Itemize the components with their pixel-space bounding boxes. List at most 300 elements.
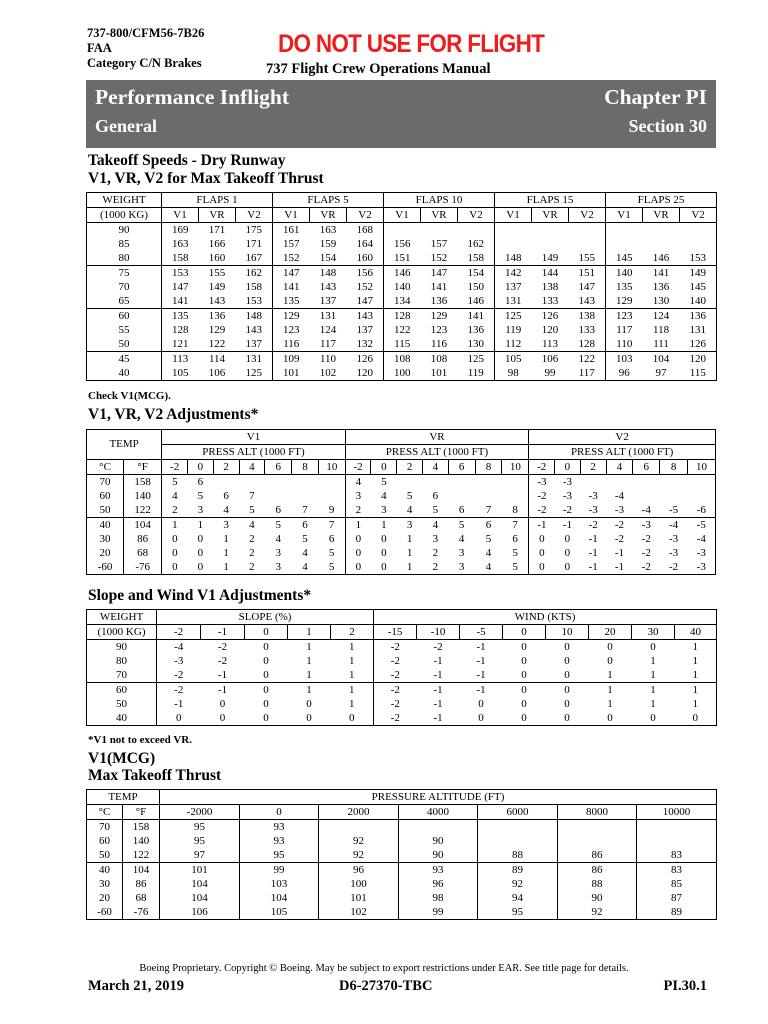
value-cell [643, 237, 680, 251]
wind-value-header: 40 [675, 625, 717, 640]
value-cell [637, 834, 717, 848]
row-label-cell: 70 [87, 668, 157, 683]
value-cell [265, 489, 292, 503]
value-cell: 154 [319, 251, 337, 264]
value-cell: 104 [123, 863, 160, 878]
value-cell: 156 [384, 237, 421, 251]
value-cell: 5 [302, 532, 308, 545]
value-cell: -4 [641, 503, 651, 516]
value-cell [532, 237, 569, 251]
value-cell: -3 [668, 532, 679, 545]
v2-header: V2 [458, 208, 495, 223]
value-cell: 171 [199, 223, 236, 238]
value-cell [265, 475, 292, 490]
value-cell: -3 [562, 489, 572, 502]
flaps-25-header: FLAPS 25 [606, 193, 717, 208]
row-label-cell: 50 [87, 337, 162, 352]
value-cell: 1 [650, 697, 656, 710]
value-cell: 129 [273, 309, 310, 324]
value-cell: 135 [162, 309, 199, 324]
v2-header: V2 [236, 208, 273, 223]
value-cell: 1 [650, 668, 656, 681]
value-cell: 103 [606, 352, 643, 367]
value-cell: 110 [606, 337, 643, 352]
value-cell: 0 [245, 683, 288, 698]
row-label-cell: 80 [87, 251, 162, 266]
value-cell: -2 [417, 640, 460, 655]
value-cell: 0 [546, 683, 589, 698]
value-cell: 0 [306, 697, 312, 710]
value-cell: 102 [319, 905, 399, 920]
flaps-1-header: FLAPS 1 [162, 193, 273, 208]
value-cell: -3 [588, 503, 598, 516]
table-row [87, 309, 717, 324]
value-cell: 163 [310, 223, 347, 238]
value-cell: -1 [460, 683, 503, 698]
value-cell: 0 [564, 654, 570, 667]
value-cell: 106 [160, 905, 240, 920]
value-cell: 2 [162, 503, 188, 518]
value-cell: 1 [406, 532, 413, 545]
value-cell: 101 [160, 863, 240, 878]
value-cell: 149 [208, 280, 226, 293]
value-cell: 3 [448, 560, 475, 575]
value-cell: 105 [240, 905, 319, 920]
slope-value-header: -2 [157, 625, 201, 640]
value-cell: 68 [123, 891, 160, 905]
value-cell: 68 [124, 546, 162, 560]
value-cell: -2 [641, 532, 651, 545]
value-cell: 122 [208, 337, 226, 350]
alt-header: 2 [213, 460, 239, 475]
value-cell: 2 [239, 560, 265, 575]
value-cell: 147 [162, 280, 199, 294]
table-row [87, 905, 717, 920]
manual-title: 737 Flight Crew Operations Manual [266, 61, 491, 77]
value-cell: 129 [208, 323, 226, 336]
value-cell: -4 [157, 640, 201, 655]
row-label-cell: 30 [87, 877, 123, 891]
value-cell: 119 [458, 366, 495, 381]
value-cell: 158 [467, 251, 484, 264]
value-cell: 4 [406, 503, 413, 516]
value-cell: 4 [381, 489, 387, 502]
v1-header: V1 [606, 208, 643, 223]
section-number: Section 30 [628, 116, 707, 136]
value-cell [495, 237, 532, 251]
alt-header: 0 [555, 460, 581, 475]
value-cell: 0 [546, 640, 589, 655]
value-cell: 3 [197, 503, 204, 516]
value-cell: 133 [541, 294, 559, 307]
value-cell: 3 [381, 503, 387, 516]
value-cell: 149 [541, 251, 559, 264]
value-cell: 3 [275, 546, 281, 559]
value-cell: -5 [668, 503, 679, 516]
value-cell: 3 [432, 532, 439, 545]
value-cell: 0 [589, 640, 632, 655]
table-row [87, 475, 716, 490]
row-label-cell: 70 [87, 820, 123, 835]
value-cell: 147 [578, 280, 596, 293]
table-row [87, 518, 716, 533]
value-cell: 122 [124, 503, 162, 518]
alt-header: 10000 [637, 805, 717, 820]
value-cell: 9 [328, 503, 335, 516]
flaps-15-header: FLAPS 15 [495, 193, 606, 208]
row-label-cell: 60 [87, 489, 124, 503]
section-title: General [95, 116, 157, 136]
value-cell [633, 475, 660, 490]
value-cell: 0 [632, 640, 675, 655]
vr-adjust-header: VR [345, 430, 529, 445]
value-cell: 1 [331, 640, 374, 655]
value-cell: 4 [162, 489, 188, 503]
value-cell: 104 [240, 891, 319, 905]
value-cell [384, 223, 421, 238]
value-cell: 0 [162, 560, 188, 575]
value-cell: -5 [687, 518, 715, 533]
value-cell: -3 [668, 546, 679, 559]
value-cell: 121 [162, 337, 199, 352]
value-cell: 136 [199, 309, 236, 324]
value-cell: -1 [529, 518, 555, 533]
value-cell: 108 [384, 352, 421, 367]
value-cell [687, 489, 715, 503]
value-cell: -1 [614, 546, 625, 559]
value-cell: -2 [606, 518, 633, 533]
value-cell: 146 [652, 251, 670, 264]
value-cell: -2 [529, 503, 555, 518]
table-row [87, 323, 717, 337]
value-cell [318, 475, 345, 490]
value-cell: 169 [162, 223, 199, 238]
row-label-cell: 50 [87, 503, 124, 518]
value-cell: 104 [124, 518, 162, 533]
value-cell: 116 [430, 337, 448, 350]
v1-adjust-header: V1 [162, 430, 345, 445]
copyright-notice: Boeing Proprietary. Copyright © Boeing. May be subject to export restrictions under EAR. See title page for details. [139, 963, 629, 974]
value-cell [239, 475, 265, 490]
wind-value-header: 30 [632, 625, 675, 640]
value-cell: -6 [687, 503, 715, 518]
value-cell: 1 [188, 518, 214, 533]
fahrenheit-header: °F [123, 805, 160, 820]
table-row [87, 820, 717, 835]
value-cell: 153 [245, 294, 262, 307]
value-cell: 1 [331, 683, 374, 698]
value-cell: 167 [245, 251, 262, 264]
value-cell: 137 [245, 337, 262, 350]
value-cell: 122 [123, 848, 160, 863]
value-cell: 158 [162, 251, 199, 266]
value-cell [637, 820, 717, 835]
alt-header: 6000 [478, 805, 558, 820]
value-cell: 108 [421, 352, 458, 367]
weight-header: WEIGHT [87, 610, 157, 625]
value-cell [292, 489, 319, 503]
do-not-use-stamp: DO NOT USE FOR FLIGHT [278, 30, 545, 58]
weight-header: WEIGHT [87, 193, 162, 208]
row-label-cell: 55 [87, 323, 162, 337]
row-label-cell: 50 [87, 697, 157, 711]
value-cell: 104 [160, 891, 240, 905]
value-cell: 0 [503, 683, 546, 698]
press-alt-header: PRESS ALT (1000 FT) [345, 445, 529, 460]
value-cell: 105 [495, 352, 532, 367]
value-cell: -1 [433, 654, 443, 667]
value-cell: 6 [328, 532, 335, 545]
value-cell: 137 [495, 280, 532, 294]
value-cell: 156 [347, 266, 384, 281]
v1-header: V1 [495, 208, 532, 223]
value-cell: 1 [288, 640, 331, 655]
value-cell: 1 [675, 640, 717, 655]
value-cell: 0 [529, 532, 555, 546]
value-cell: 6 [275, 503, 281, 516]
value-cell: 94 [478, 891, 558, 905]
value-cell: 0 [632, 711, 675, 726]
value-cell: 104 [643, 352, 680, 367]
value-cell: 164 [356, 237, 373, 250]
value-cell: 106 [199, 366, 236, 381]
value-cell: 90 [399, 834, 478, 848]
value-cell: 92 [558, 905, 637, 920]
v1mcg-subtitle: Max Takeoff Thrust [88, 767, 222, 784]
value-cell: 0 [245, 640, 288, 655]
value-cell: 143 [208, 294, 226, 307]
document-number: D6-27370-TBC [339, 978, 433, 994]
value-cell: 96 [319, 863, 399, 878]
alt-header: 6 [448, 460, 475, 475]
value-cell: 83 [637, 848, 717, 863]
value-cell: 109 [273, 352, 310, 367]
table-row [87, 654, 717, 668]
value-cell [633, 489, 660, 503]
row-label-cell: -60 [87, 560, 124, 575]
value-cell: 126 [347, 352, 384, 367]
value-cell: 0 [219, 697, 226, 710]
value-cell: 126 [680, 337, 717, 352]
value-cell: 1 [345, 518, 371, 533]
row-label-cell: 30 [87, 532, 124, 546]
value-cell: -2 [374, 683, 417, 698]
value-cell: -4 [660, 518, 688, 533]
value-cell: 93 [240, 834, 319, 848]
value-cell: 3 [213, 518, 239, 533]
value-cell: 86 [124, 532, 162, 546]
value-cell: 0 [157, 711, 201, 726]
value-cell: 4 [345, 475, 371, 490]
value-cell: 1 [397, 560, 423, 575]
value-cell: 1 [288, 683, 331, 698]
value-cell: 86 [123, 877, 160, 891]
value-cell: 0 [381, 546, 387, 559]
alt-header: 8 [475, 460, 502, 475]
value-cell: 147 [356, 294, 373, 307]
wind-value-header: -5 [460, 625, 503, 640]
value-cell: 4 [292, 560, 319, 575]
value-cell: -2 [217, 654, 228, 667]
value-cell [606, 223, 643, 238]
row-label-cell: 65 [87, 294, 162, 309]
value-cell: 142 [495, 266, 532, 281]
value-cell: 0 [564, 546, 571, 559]
wind-header: WIND (KTS) [374, 610, 717, 625]
table-row [87, 223, 717, 238]
value-cell [606, 475, 633, 490]
v1mcg-table [86, 789, 717, 920]
value-cell: -3 [614, 503, 625, 516]
value-cell: 159 [319, 237, 337, 250]
value-cell: 140 [606, 266, 643, 281]
brake-category: Category C/N Brakes [87, 56, 202, 70]
value-cell: 0 [245, 711, 288, 726]
value-cell: 110 [310, 352, 347, 367]
value-cell: 137 [356, 323, 373, 336]
table-row [87, 294, 717, 309]
alt-header: -2 [345, 460, 371, 475]
value-cell: 96 [606, 366, 643, 381]
weight-unit-header: (1000 KG) [87, 208, 162, 223]
value-cell: 125 [236, 366, 273, 381]
value-cell: 166 [208, 237, 226, 250]
value-cell: 124 [319, 323, 337, 336]
flaps-5-header: FLAPS 5 [273, 193, 384, 208]
value-cell: 152 [356, 280, 373, 293]
value-cell: 128 [578, 337, 596, 350]
table-row [87, 352, 717, 367]
value-cell: 157 [273, 237, 310, 251]
table-row [87, 280, 717, 294]
value-cell: 1 [349, 697, 355, 710]
value-cell: 6 [292, 518, 319, 533]
value-cell [478, 834, 558, 848]
row-label-cell: 50 [87, 848, 123, 863]
value-cell: 97 [643, 366, 680, 381]
alt-header: 8000 [558, 805, 637, 820]
value-cell [569, 223, 606, 238]
value-cell: 126 [532, 309, 569, 324]
value-cell: 99 [240, 863, 319, 878]
value-cell: 0 [201, 711, 245, 726]
value-cell: 93 [240, 820, 319, 835]
value-cell: 140 [680, 294, 717, 309]
value-cell [558, 820, 637, 835]
value-cell: 147 [273, 266, 310, 281]
value-cell: -3 [157, 654, 201, 668]
weight-unit-header: (1000 KG) [87, 625, 157, 640]
row-label-cell: 40 [87, 711, 157, 726]
value-cell: 138 [569, 309, 606, 324]
value-cell [448, 475, 475, 490]
row-label-cell: 60 [87, 834, 123, 848]
value-cell: -2 [374, 640, 417, 655]
value-cell: 160 [356, 251, 373, 264]
value-cell: 143 [319, 280, 337, 293]
value-cell: 1 [589, 683, 632, 698]
value-cell [687, 475, 715, 490]
vr-header: VR [643, 208, 680, 223]
value-cell: 89 [637, 905, 717, 920]
value-cell: -2 [374, 711, 417, 726]
alt-header: 10 [502, 460, 529, 475]
value-cell: 117 [606, 323, 643, 337]
value-cell: 1 [213, 560, 239, 575]
value-cell: 120 [680, 352, 717, 367]
value-cell: 151 [384, 251, 421, 266]
temp-header: TEMP [87, 430, 162, 460]
value-cell: 118 [652, 323, 670, 336]
table-row [87, 532, 716, 546]
value-cell [643, 223, 680, 238]
value-cell: 162 [236, 266, 273, 281]
value-cell: 0 [371, 560, 397, 575]
value-cell: 111 [653, 337, 669, 350]
takeoff-speeds-table [86, 192, 717, 381]
alt-header: 10 [687, 460, 715, 475]
chapter-number: Chapter PI [604, 85, 707, 109]
value-cell: 113 [162, 352, 199, 367]
table-row [87, 891, 717, 905]
value-cell: 2 [432, 546, 439, 559]
value-cell: -2 [529, 489, 555, 503]
value-cell: 88 [558, 877, 637, 891]
adjustments-title: V1, VR, V2 Adjustments* [88, 406, 259, 423]
value-cell: -2 [374, 668, 417, 683]
value-cell [495, 223, 532, 238]
table-row [87, 251, 717, 266]
value-cell: 0 [564, 697, 570, 710]
slope-header: SLOPE (%) [157, 610, 374, 625]
value-cell: 150 [467, 280, 484, 293]
value-cell: -76 [124, 560, 162, 575]
value-cell: 4 [458, 532, 465, 545]
value-cell: 85 [637, 877, 717, 891]
value-cell: -2 [374, 654, 417, 668]
value-cell: 2 [345, 503, 371, 518]
wind-value-header: 10 [546, 625, 589, 640]
value-cell: -2 [614, 532, 625, 545]
alt-header: 6 [633, 460, 660, 475]
slope-wind-table [86, 609, 717, 726]
value-cell: 113 [541, 337, 559, 350]
slope-value-header: -1 [201, 625, 245, 640]
table-row [87, 683, 717, 698]
value-cell: 89 [478, 863, 558, 878]
value-cell: -1 [157, 697, 201, 711]
value-cell: 5 [432, 503, 439, 516]
value-cell: 119 [495, 323, 532, 337]
alt-header: 2000 [319, 805, 399, 820]
alt-header: 4 [423, 460, 449, 475]
value-cell: 5 [328, 546, 335, 559]
value-cell: 153 [680, 251, 717, 266]
value-cell: -3 [555, 475, 581, 490]
table-row [87, 697, 717, 711]
table-row [87, 489, 716, 503]
value-cell: 130 [467, 337, 484, 350]
vr-header: VR [199, 208, 236, 223]
value-cell: -1 [476, 668, 486, 681]
value-cell: 130 [652, 294, 670, 307]
value-cell: 3 [345, 489, 371, 503]
value-cell [423, 475, 449, 490]
value-cell: 131 [680, 323, 717, 337]
value-cell: 0 [555, 560, 581, 575]
value-cell: 86 [558, 863, 637, 878]
value-cell: 2 [249, 546, 255, 559]
